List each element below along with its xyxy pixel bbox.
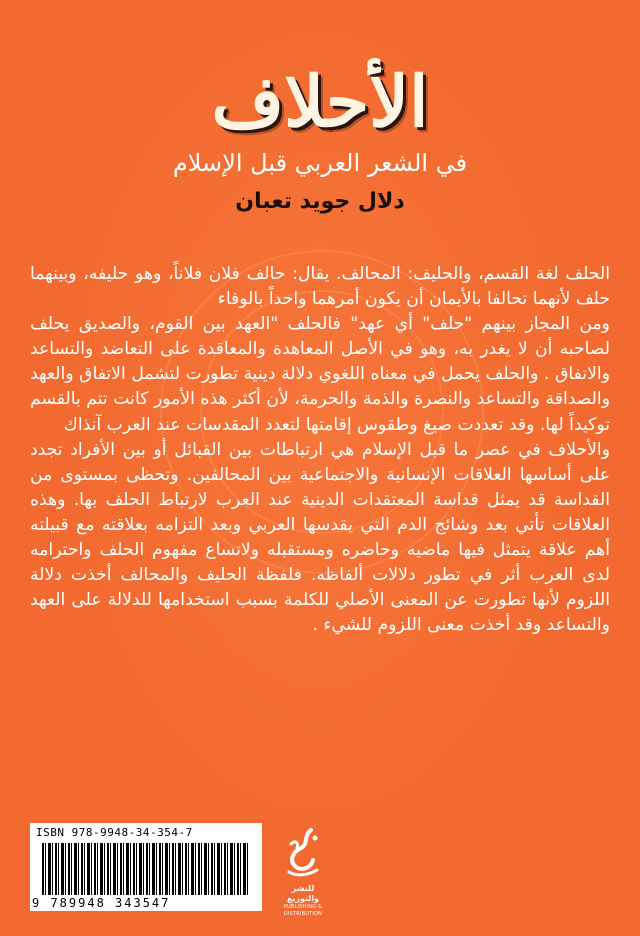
book-title: الأحلاف bbox=[211, 60, 429, 143]
book-subtitle: في الشعر العربي قبل الإسلام bbox=[172, 149, 468, 177]
publisher-name: للنشر والتوزيع bbox=[286, 884, 320, 903]
synopsis bbox=[30, 262, 610, 638]
barcode-bars bbox=[42, 843, 250, 895]
isbn-label: ISBN 978-9948-34-354-7 bbox=[36, 826, 193, 839]
barcode-digits: 9 789948 343547 bbox=[32, 896, 171, 910]
synopsis-paragraph: والأحلاف في عصر ما قبل الإسلام هي ارتباطات بين القبائل أو بين الأفراد تجدد على أساسها العلاقات الإنسانية والاجتماعية بين المحالفين. وتحظى بمستوى من القداسة قد يمثل قداسة المعتقدات الدينية عند العرب لارتباط الحلف بها. وهذه العلاقات تأتي بعد وشائج الدم التي يقدسها العربي وبعد التزامه بعلاقته مع قبيلته أهم علاقة يتمثل فيها ماضيه وحاضره ومستقبله ولاتساع مفهوم الحلف واحترامه لدى العرب أثر في تطور دلالات ألفاظه. فلفظة الحليف والمحالف أخذت دلالة اللزوم لأنها تطورت عن المعنى الأصلي للكلمة بسبب استخدامها للدلالة على العهد والتساعد وقد أخذت معنى اللزوم للشيء . bbox=[30, 439, 610, 636]
publisher-tagline: PUBLISHING & DISTRIBUTION bbox=[283, 904, 323, 917]
synopsis-paragraph: ومن المجاز بينهم "حلف" أي عهد" فالحلف "العهد بين القوم، والصديق يحلف لصاحبه أن لا يغدر به، وهو في الأصل المعاهدة والمعاقدة على التعاضد والتساعد والاتفاق . والحلف يحمل في معناه اللغوي دلالة دينية تطورت لتشمل الاتفاق والعهد والصداقة والتساعد والنصرة والذمة والحرمة، لأن أكثر هذه الأمور كانت تتم بالقسم توكيداً لها. وقد تعددت صيغ وطقوس إقامتها لتعدد المقدسات عند العرب آنذاك bbox=[30, 314, 610, 435]
synopsis-paragraph: الحلف لغة القسم، والحليف: المحالف. يقال: حالف فلان فلاناً، وهو حليفه، وبينهما حلف لأنهما تحالفا بالأيمان أن يكون أمرهما واحداً بالوفاء bbox=[30, 264, 610, 310]
publisher-logo-icon bbox=[281, 826, 325, 884]
isbn-barcode bbox=[30, 823, 262, 911]
author-name: دلال جويد تعبان bbox=[235, 189, 405, 214]
publisher-logo bbox=[275, 826, 331, 917]
